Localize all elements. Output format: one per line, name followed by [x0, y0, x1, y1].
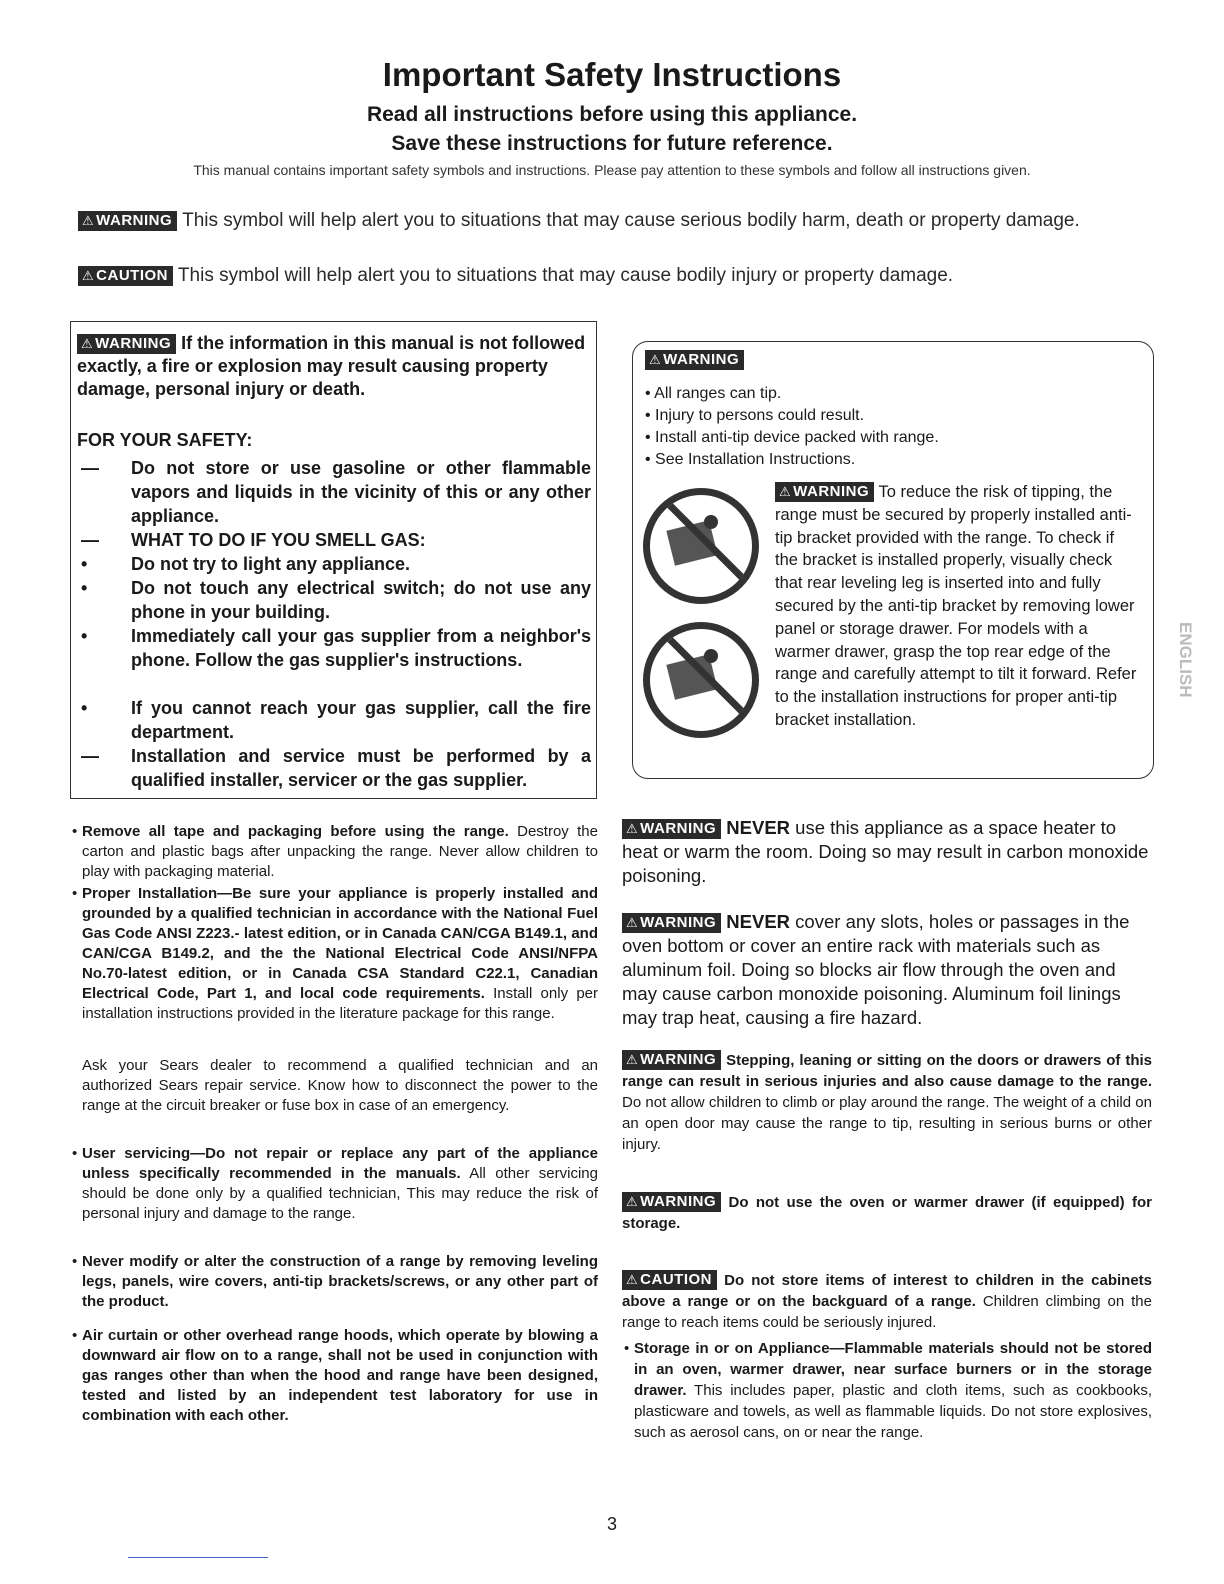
anti-tip-paragraph: ⚠ WARNING To reduce the risk of tipping, the range must be secured by properly installed anti-tip bracket provided with the range. To check if the bracket is installed properly, visually check that rear leveling leg is inserted into and fully secured by the anti-tip bracket by removing lower panel or storage drawer. For models with a warmer drawer, grasp the top rear edge of the range and carefully attempt to tilt it forward. Refer to the installation instructions for proper anti-tip bracket installation.	[775, 483, 1137, 729]
footer-rule	[128, 1557, 268, 1558]
tip-bullet: • See Installation Instructions.	[645, 451, 856, 468]
gas-warning-box	[70, 321, 597, 799]
warning-triangle-icon: ⚠	[81, 336, 94, 351]
stepping-warning: ⚠ WARNING Stepping, leaning or sitting on the doors or drawers of this range can result in serious injuries and also cause damage to the range. Do not allow children to climb or play around the range. The weight of a child on an open door may cause the range to tip, resulting in serious burns or other injury.	[622, 1051, 1153, 1153]
tip-bullet: • All ranges can tip.	[645, 385, 782, 402]
no-tipping-icon	[643, 488, 759, 604]
safety-item: • If you cannot reach your gas supplier, call the fire department.	[81, 698, 591, 742]
left-para-hoods: • Air curtain or other overhead range hoods, which operate by blowing a downward air flow on to a range, shall not be used in conjunction with gas ranges other than when the hood and range have been designed, tested and listed by an independent test laboratory for use in combination with each other.	[72, 1327, 598, 1424]
warning-badge: ⚠ WARNING	[622, 1192, 721, 1212]
gas-warning-lead: ⚠ WARNING If the information in this manual is not followed exactly, a fire or explosion may result causing property damage, personal injury or death.	[77, 333, 586, 399]
left-para-sears: Ask your Sears dealer to recommend a qualified technician and an authorized Sears repair service. Know how to disconnect the power to the range at the circuit breaker or fuse box in case of an emergency.	[82, 1057, 598, 1114]
flammable-storage-note: • Storage in or on Appliance—Flammable materials should not be stored in an oven, warmer drawer, near surface burners or in the storage drawer. This includes paper, plastic and cloth items, such as cookbooks, plasticware and towels, as well as flammable liquids. Do not store explosives, such as aerosol cans, on or near the range.	[624, 1340, 1152, 1441]
warning-badge: ⚠ WARNING	[78, 211, 177, 231]
warning-triangle-icon: ⚠	[779, 484, 792, 499]
children-caution: ⚠ CAUTION Do not store items of interest to children in the cabinets above a range or on the backguard of a range. Children climbing on the range to reach items could be seriously injured.	[622, 1271, 1152, 1331]
warning-badge: ⚠ WARNING	[622, 819, 721, 839]
safety-item: • Immediately call your gas supplier from a neighbor's phone. Follow the gas supplier's instructions.	[81, 626, 591, 670]
warning-badge: ⚠ WARNING	[622, 913, 721, 933]
anti-tip-warning-box	[632, 341, 1154, 779]
caution-symbol-row	[78, 265, 953, 287]
page-title: Important Safety Instructions	[382, 56, 842, 93]
for-your-safety-heading: FOR YOUR SAFETY:	[77, 430, 253, 450]
warning-triangle-icon: ⚠	[626, 821, 639, 836]
warning-symbol-text: This symbol will help alert you to situations that may cause serious bodily harm, death or property damage.	[182, 210, 1080, 231]
safety-item: — Installation and service must be performed by a qualified installer, servicer or the gas supplier.	[81, 746, 591, 790]
warning-symbol-row	[78, 210, 1080, 232]
caution-symbol-text: This symbol will help alert you to situations that may cause bodily injury or property damage.	[177, 265, 954, 286]
intro-text: This manual contains important safety symbols and instructions. Please pay attention to these symbols and follow all instructions given.	[193, 162, 1031, 178]
warning-badge: ⚠ WARNING	[645, 350, 744, 370]
warning-triangle-icon: ⚠	[649, 352, 662, 367]
warning-triangle-icon: ⚠	[82, 213, 95, 228]
tip-bullet: • Injury to persons could result.	[645, 407, 865, 424]
space-heater-warning: ⚠ WARNING NEVER use this appliance as a space heater to heat or warm the room. Doing so may result in carbon monoxide poisoning.	[622, 817, 1149, 886]
warning-triangle-icon: ⚠	[626, 1272, 639, 1287]
left-para-packaging: • Remove all tape and packaging before using the range. Destroy the carton and plastic bags after unpacking the range. Never allow children to play with packaging material.	[72, 823, 598, 880]
caution-badge: ⚠ CAUTION	[78, 266, 173, 286]
anti-tip-badge-row	[645, 350, 744, 372]
warning-badge: ⚠ WARNING	[775, 482, 874, 502]
safety-item: • Do not try to light any appliance.	[81, 554, 411, 574]
left-para-servicing: • User servicing—Do not repair or replace any part of the appliance unless specifically recommended in the manuals. All other servicing should be done only by a qualified technician, This may reduce the risk of personal injury and damage to the range.	[72, 1145, 598, 1222]
left-para-installation: • Proper Installation—Be sure your appliance is properly installed and grounded by a qualified technician in accordance with the National Fuel Gas Code ANSI Z223.- latest edition, or in Canada CAN/CGA B149.1, and CAN/CGA B149.2, and the the National Electrical Code ANSI/NFPA No.70-latest edition, or in Canada CSA Standard C22.1, Canadian Electrical Code, Part 1, and local code requirements. Install only per installation instructions provided in the literature package for this range.	[72, 885, 599, 1022]
storage-warning: ⚠ WARNING Do not use the oven or warmer drawer (if equipped) for storage.	[622, 1193, 1153, 1232]
language-tab: ENGLISH	[1176, 622, 1195, 698]
safety-item: • Do not touch any electrical switch; do not use any phone in your building.	[81, 578, 591, 622]
warning-badge: ⚠ WARNING	[622, 1050, 721, 1070]
page-number: 3	[606, 1514, 617, 1534]
no-climbing-icon	[643, 622, 759, 738]
warning-triangle-icon: ⚠	[626, 1194, 639, 1209]
tip-bullet: • Install anti-tip device packed with range.	[645, 429, 939, 446]
warning-triangle-icon: ⚠	[626, 915, 639, 930]
warning-badge: ⚠ WARNING	[77, 334, 176, 354]
warning-triangle-icon: ⚠	[626, 1052, 639, 1067]
subtitle-save: Save these instructions for future reference.	[391, 132, 833, 155]
subtitle-read: Read all instructions before using this appliance.	[366, 103, 858, 126]
safety-item: — WHAT TO DO IF YOU SMELL GAS:	[81, 530, 426, 550]
left-para-modify: • Never modify or alter the construction of a range by removing leveling legs, panels, wire covers, anti-tip brackets/screws, or any other part of the product.	[72, 1253, 598, 1310]
caution-badge: ⚠ CAUTION	[622, 1270, 717, 1290]
foil-warning: ⚠ WARNING NEVER cover any slots, holes or passages in the oven bottom or cover an entire rack with materials such as aluminum foil. Doing so blocks air flow through the oven and may cause carbon monoxide poisoning. Aluminum foil linings may trap heat, causing a fire hazard.	[622, 911, 1130, 1028]
warning-triangle-icon: ⚠	[82, 268, 95, 283]
safety-item: — Do not store or use gasoline or other flammable vapors and liquids in the vicinity of this or any other appliance.	[81, 458, 591, 526]
